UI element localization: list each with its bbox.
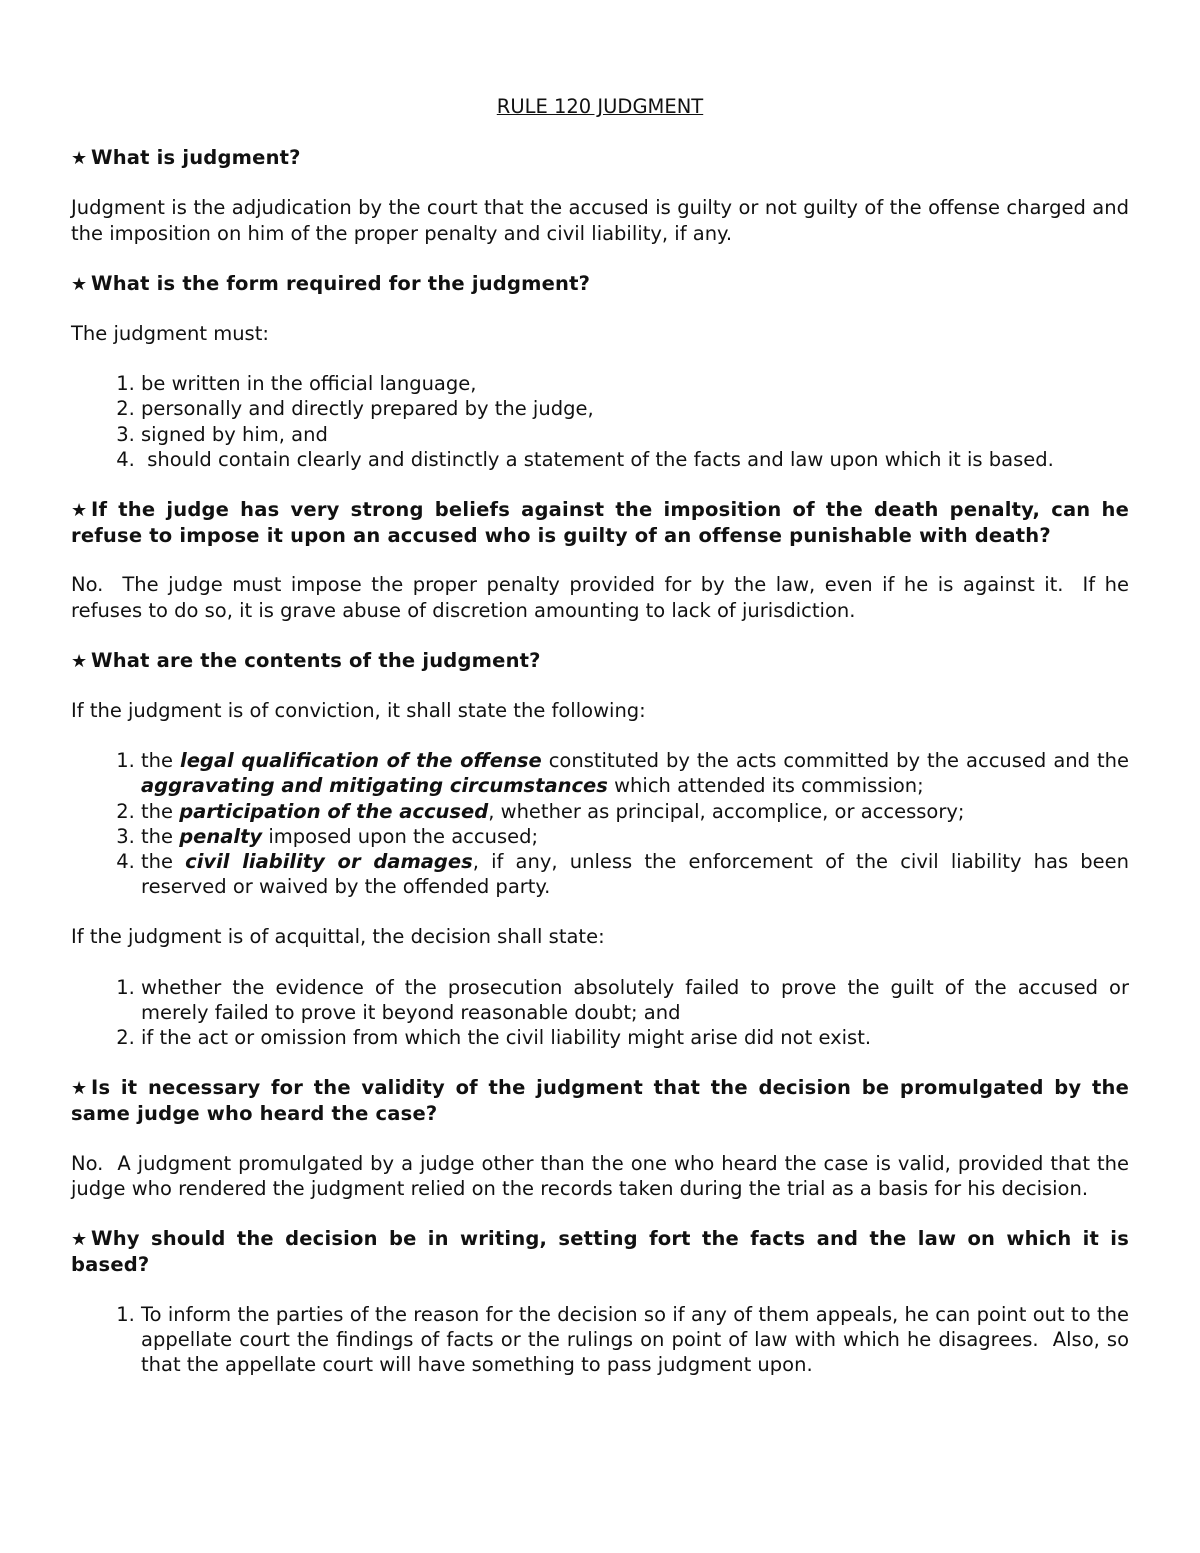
answer-5: No. A judgment promulgated by a judge other than the one who heard the case is valid, provided that the judge who rendered the judgment relied on the records taken during the trial as a basis for his decision. [71,1151,1136,1200]
list-item-text: constituted by the acts committed by the accused and the [541,749,1130,773]
star-icon: ★ [71,273,88,295]
list-item-text: the [141,749,181,773]
list-item-text: imposed upon the accused; [262,824,539,848]
document-title: RULE 120 JUDGMENT [496,95,704,118]
star-icon: ★ [71,1229,88,1251]
reasons-list [71,1302,1136,1378]
list-item: 3. signed by him, and [141,422,1129,447]
form-requirements-list [71,371,1129,472]
list-item-text: which attended its commission; [607,774,924,798]
emphasis-text: civil liability or damages [185,850,473,874]
question-3 [71,497,1129,548]
question-3-text: If the judge has very strong beliefs against the imposition of the death penalty, can he refuse to impose it upon an accused who is guilty of an offense punishable with death? [71,498,1129,548]
list-item [141,748,1129,798]
question-6 [71,1226,1129,1277]
star-icon: ★ [71,148,88,170]
answer-2-intro: The judgment must: [71,322,269,346]
emphasis-text: participation of the accused [179,799,489,823]
star-icon: ★ [71,650,88,672]
question-4-text: What are the contents of the judgment? [91,648,541,672]
emphasis-text: legal qualification of the offense [180,749,542,773]
list-item [141,849,1129,899]
question-6-text: Why should the decision be in writing, setting fort the facts and the law on which it is based? [71,1227,1129,1277]
answer-3: No. The judge must impose the proper penalty provided for by the law, even if he is against it. If he refuses to do so, it is grave abuse of discretion amounting to lack of jurisdiction. [71,573,1136,622]
list-item: 1. be written in the official language, [141,371,1129,396]
question-1 [71,145,1129,171]
emphasis-text: penalty [179,824,263,848]
list-item: 2. personally and directly prepared by the judge, [141,396,1129,421]
question-2-text: What is the form required for the judgment? [91,271,591,295]
question-5-text: Is it necessary for the validity of the judgment that the decision be promulgated by the same judge who heard the case? [71,1076,1129,1126]
list-item-text: the [141,824,180,848]
emphasis-text: aggravating and mitigating circumstances [141,774,608,798]
question-4 [71,648,1129,674]
star-icon: ★ [71,500,88,522]
acquittal-contents-list [71,975,1129,1051]
answer-4-acquittal-intro: If the judgment is of acquittal, the decision shall state: [71,925,605,949]
list-item: 1. To inform the parties of the reason for the decision so if any of them appeals, he can point out to the appellate court the findings of facts or the rulings on point of law with which he disagrees. Also, so that the appellate court will have something to pass judgment upon. [141,1302,1129,1378]
list-item: 1. whether the evidence of the prosecution absolutely failed to prove the guilt of the accused or merely failed to prove it beyond reasonable doubt; and [141,975,1129,1025]
question-5 [71,1075,1129,1126]
question-1-text: What is judgment? [91,146,301,170]
list-item: 2. if the act or omission from which the civil liability might arise did not exist. [141,1025,1129,1050]
list-item-text: , if any, unless the enforcement of the civil liability has been reserved or waived by the offended party. [141,850,1130,899]
list-item: 4. should contain clearly and distinctly a statement of the facts and law upon which it is based. [141,447,1129,472]
star-icon: ★ [71,1078,88,1100]
answer-4-conviction-intro: If the judgment is of conviction, it shall state the following: [71,699,646,723]
list-item [141,824,1129,849]
conviction-contents-list [71,748,1129,899]
list-item-text: the [141,850,186,874]
list-item-text: , whether as principal, accomplice, or accessory; [488,799,965,823]
answer-1: Judgment is the adjudication by the court that the accused is guilty or not guilty of the offense charged and the imposition on him of the proper penalty and civil liability, if any. [71,196,1129,245]
list-item-text: the [141,799,180,823]
question-2 [71,271,1129,297]
list-item [141,799,1129,824]
